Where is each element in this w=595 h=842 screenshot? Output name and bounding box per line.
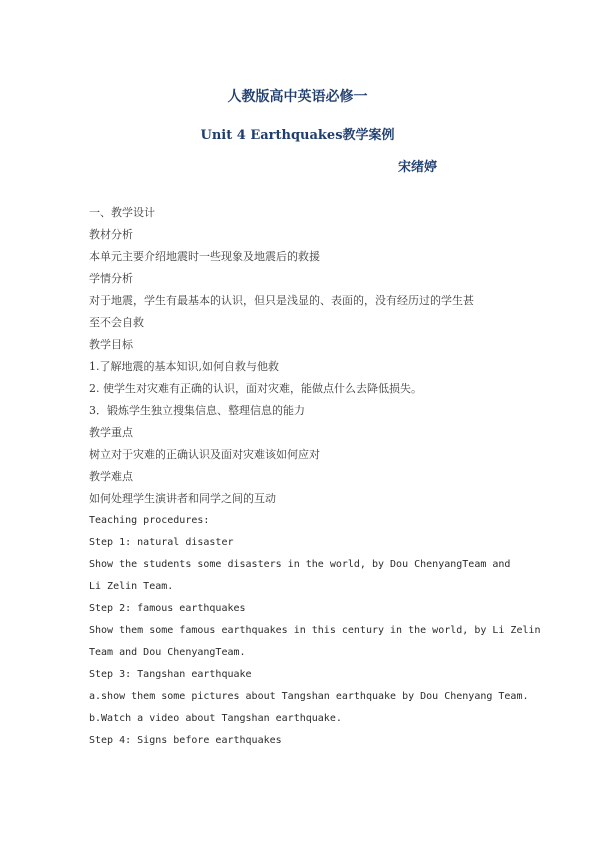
- paragraph: 本单元主要介绍地震时一些现象及地震后的救援: [89, 250, 320, 263]
- paragraph: Li Zelin Team.: [89, 581, 174, 592]
- list-item: 2. 使学生对灾难有正确的认识，面对灾难，能做点什么去降低损失。: [89, 382, 422, 395]
- paragraph: Show them some famous earthquakes in this century in the world, by Li Zelin: [89, 625, 541, 636]
- list-item: 1.了解地震的基本知识,如何自救与他救: [89, 360, 279, 373]
- subheading: 教学目标: [89, 338, 133, 351]
- document-author: 宋绪婷: [398, 160, 438, 175]
- step-heading: Step 2: famous earthquakes: [89, 603, 246, 614]
- paragraph: b.Watch a video about Tangshan earthquake.: [89, 713, 342, 724]
- document-subtitle: Unit 4 Earthquakes教学案例: [200, 128, 395, 143]
- paragraph: 如何处理学生演讲者和同学之间的互动: [89, 492, 276, 505]
- subheading: 学情分析: [89, 272, 133, 285]
- paragraph: Team and Dou ChenyangTeam.: [89, 647, 246, 658]
- document-title: 人教版高中英语必修一: [227, 89, 368, 105]
- paragraph: 至不会自救: [89, 316, 144, 329]
- step-heading: Step 4: Signs before earthquakes: [89, 735, 282, 746]
- subheading: 教学重点: [89, 426, 133, 439]
- paragraph: 树立对于灾难的正确认识及面对灾难该如何应对: [89, 448, 320, 461]
- document-body: [89, 202, 541, 752]
- step-heading: Step 1: natural disaster: [89, 537, 234, 548]
- paragraph: Show the students some disasters in the world, by Dou ChenyangTeam and: [89, 559, 511, 570]
- subheading: 教学难点: [89, 470, 133, 483]
- procedures-heading: Teaching procedures:: [89, 515, 210, 526]
- subheading: 教材分析: [89, 228, 133, 241]
- paragraph: a.show them some pictures about Tangshan earthquake by Dou Chenyang Team.: [89, 691, 529, 702]
- paragraph: 对于地震，学生有最基本的认识，但只是浅显的、表面的，没有经历过的学生甚: [89, 294, 474, 307]
- section-heading: 一、教学设计: [89, 206, 155, 219]
- step-heading: Step 3: Tangshan earthquake: [89, 669, 252, 680]
- list-item: 3．锻炼学生独立搜集信息、整理信息的能力: [89, 404, 305, 417]
